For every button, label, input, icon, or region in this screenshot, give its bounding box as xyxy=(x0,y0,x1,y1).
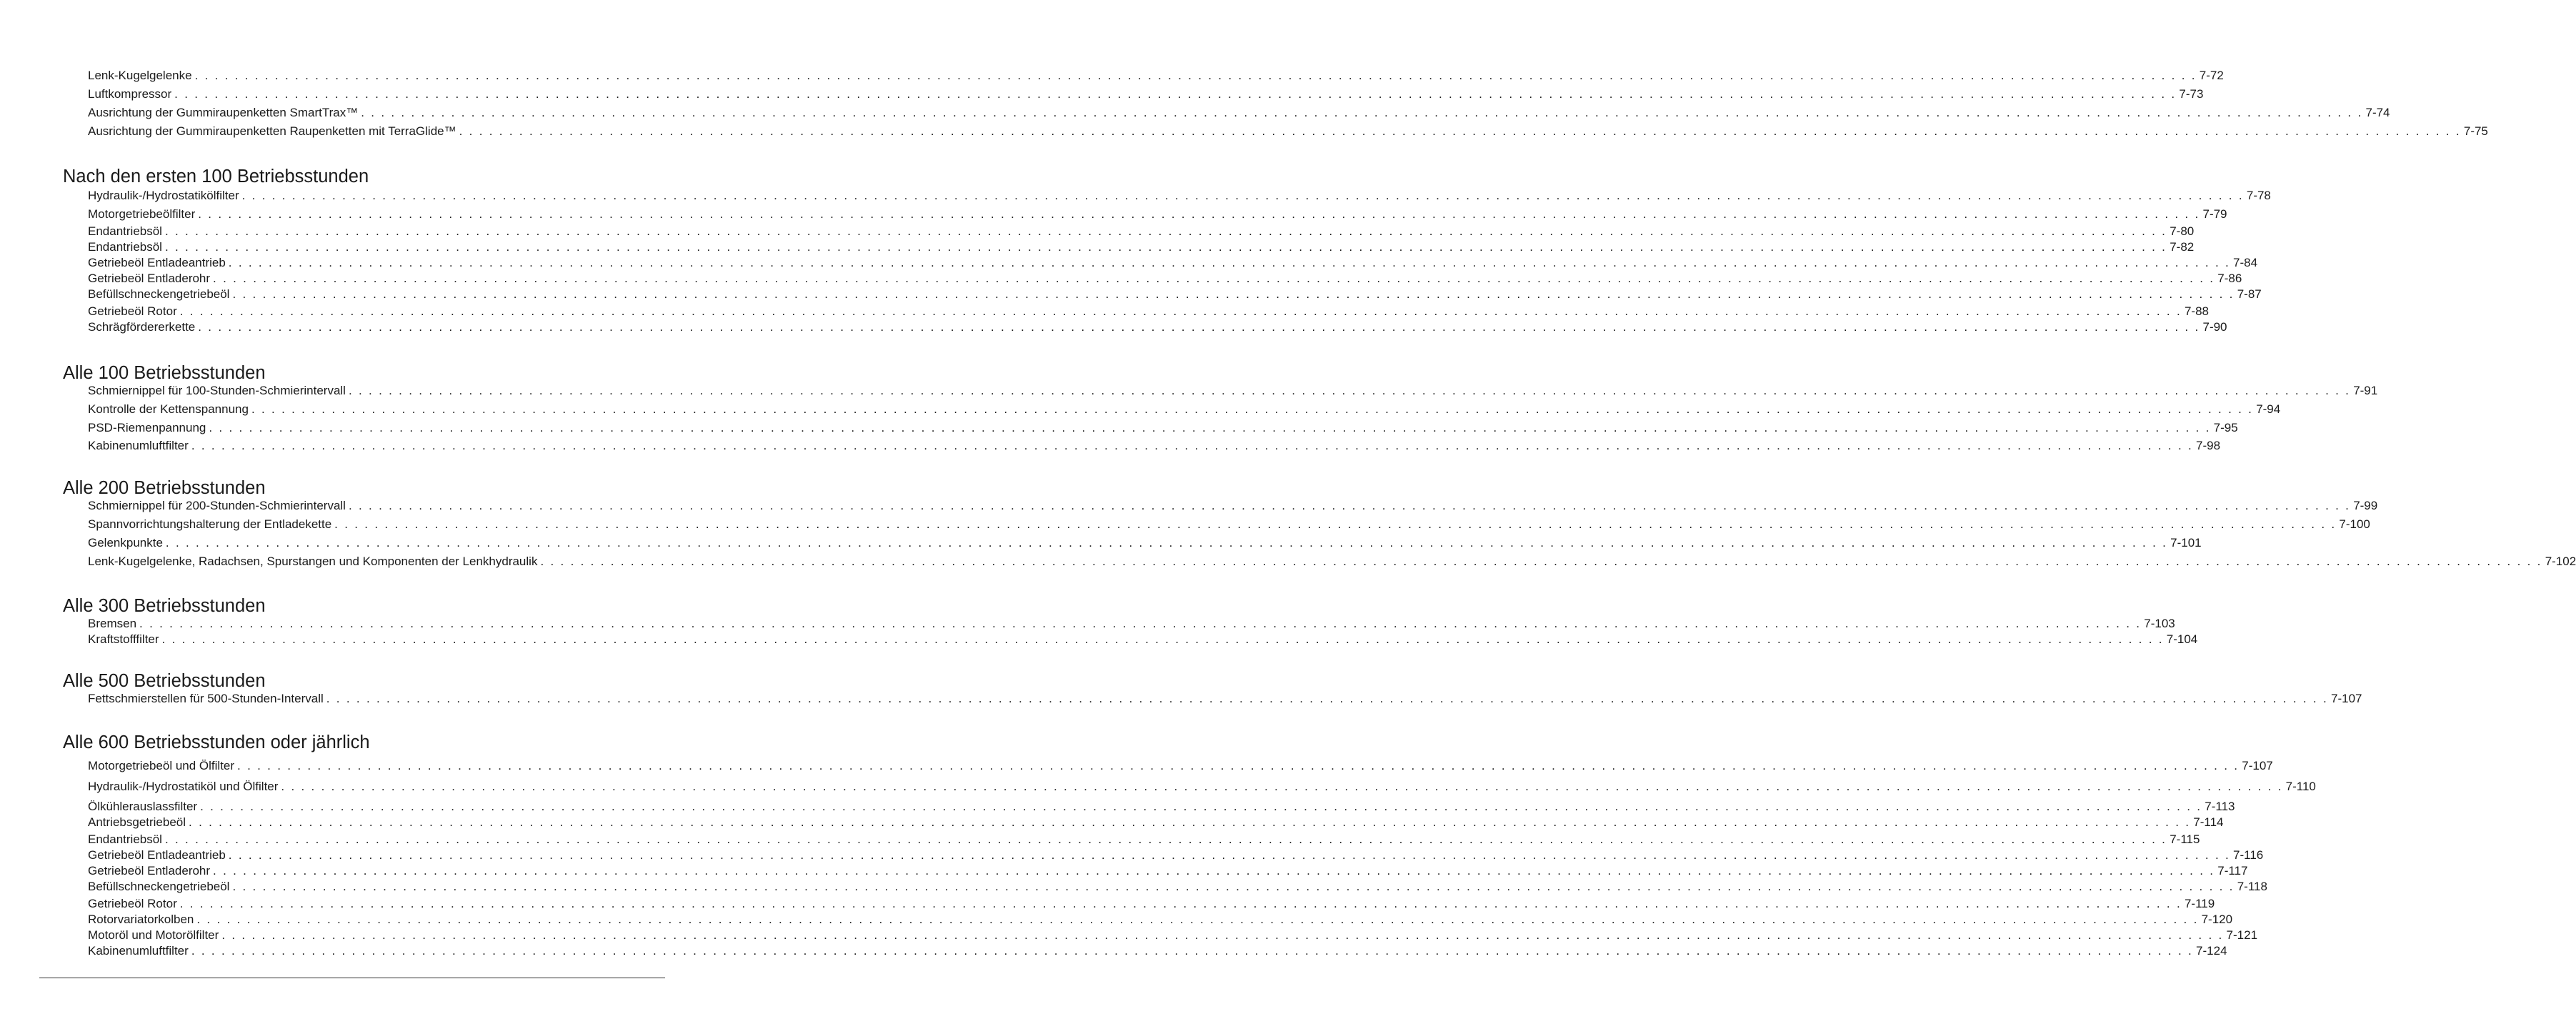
dot-leader: . . . . . . . . . . . . . . . . . . . . . . . . . . . . . . . . . . . . . . . . . . . . . . . . . . . . . . . . . . . . . . . . . . . . . . . . . . . . . . . . . . . . . . . . . . . . . . . . . . . . . . . . . . . . . . . . . . . . . . . . . . . . . . . . . . . . . . . . . . . . . . . . . . . . . . . . . . . . . . . . . . . . . . . . . . . . . . . . . . . . . . . . . . . . . . . . . . . . . . . . xyxy=(232,880,2235,893)
dot-leader: . . . . . . . . . . . . . . . . . . . . . . . . . . . . . . . . . . . . . . . . . . . . . . . . . . . . . . . . . . . . . . . . . . . . . . . . . . . . . . . . . . . . . . . . . . . . . . . . . . . . . . . . . . . . . . . . . . . . . . . . . . . . . . . . . . . . . . . . . . . . . . . . . . . . . . . . . . . . . . . . . . . . . . . . . . . . . . . . . . . . . . . . . . . . . . . . . . . . . . . . xyxy=(241,189,2244,202)
toc-entry-label: Spannvorrichtungshalterung der Entladekette xyxy=(88,517,332,531)
toc-entry[interactable] xyxy=(88,187,2271,203)
toc-entry-label: Kabinenumluftfilter xyxy=(88,439,189,452)
toc-entry[interactable] xyxy=(88,847,2264,863)
dot-leader: . . . . . . . . . . . . . . . . . . . . . . . . . . . . . . . . . . . . . . . . . . . . . . . . . . . . . . . . . . . . . . . . . . . . . . . . . . . . . . . . . . . . . . . . . . . . . . . . . . . . . . . . . . . . . . . . . . . . . . . . . . . . . . . . . . . . . . . . . . . . . . . . . . . . . . . . . . . . . . . . . . . . . . . . . . . . . . . . . . . . . . . . . . . . . . . . . . . . . . . . xyxy=(191,439,2194,452)
toc-entry[interactable] xyxy=(88,319,2227,334)
toc-entry[interactable] xyxy=(88,123,2488,139)
toc-entry-label: Ölkühlerauslassfilter xyxy=(88,800,198,813)
section-heading-alle-300-betriebsstunden: Alle 300 Betriebsstunden xyxy=(63,596,266,616)
toc-entry-page-number: 7-124 xyxy=(2196,944,2227,958)
dot-leader: . . . . . . . . . . . . . . . . . . . . . . . . . . . . . . . . . . . . . . . . . . . . . . . . . . . . . . . . . . . . . . . . . . . . . . . . . . . . . . . . . . . . . . . . . . . . . . . . . . . . . . . . . . . . . . . . . . . . . . . . . . . . . . . . . . . . . . . . . . . . . . . . . . . . . . . . . . . . . . . . . . . . . . . . . . . . . . . . . . . . . . . . . . . . . . . . . . . . . . . . xyxy=(251,402,2254,416)
dot-leader: . . . . . . . . . . . . . . . . . . . . . . . . . . . . . . . . . . . . . . . . . . . . . . . . . . . . . . . . . . . . . . . . . . . . . . . . . . . . . . . . . . . . . . . . . . . . . . . . . . . . . . . . . . . . . . . . . . . . . . . . . . . . . . . . . . . . . . . . . . . . . . . . . . . . . . . . . . . . . . . . . . . . . . . . . . . . . . . . . . . . . . . . . . . . . . . . . . . . . . . . xyxy=(161,632,2164,646)
toc-entry-page-number: 7-94 xyxy=(2256,402,2281,416)
toc-entry-page-number: 7-117 xyxy=(2217,864,2248,878)
toc-entry[interactable] xyxy=(88,927,2258,943)
toc-entry[interactable] xyxy=(88,863,2248,878)
toc-entry-label: Antriebsgetriebeöl xyxy=(88,815,186,829)
dot-leader: . . . . . . . . . . . . . . . . . . . . . . . . . . . . . . . . . . . . . . . . . . . . . . . . . . . . . . . . . . . . . . . . . . . . . . . . . . . . . . . . . . . . . . . . . . . . . . . . . . . . . . . . . . . . . . . . . . . . . . . . . . . . . . . . . . . . . . . . . . . . . . . . . . . . . . . . . . . . . . . . . . . . . . . . . . . . . . . . . . . . . . . . . . . . . . . . . . . . . . . . xyxy=(165,536,2168,550)
toc-entry[interactable] xyxy=(88,419,2238,435)
toc-entry-label: Endantriebsöl xyxy=(88,224,162,238)
dot-leader: . . . . . . . . . . . . . . . . . . . . . . . . . . . . . . . . . . . . . . . . . . . . . . . . . . . . . . . . . . . . . . . . . . . . . . . . . . . . . . . . . . . . . . . . . . . . . . . . . . . . . . . . . . . . . . . . . . . . . . . . . . . . . . . . . . . . . . . . . . . . . . . . . . . . . . . . . . . . . . . . . . . . . . . . . . . . . . . . . . . . . . . . . . . . . . . . . . . . . . . . xyxy=(213,272,2215,285)
toc-entry-label: Befüllschneckengetriebeöl xyxy=(88,880,230,893)
toc-entry-page-number: 7-79 xyxy=(2202,207,2227,221)
toc-entry-label: Schmiernippel für 200-Stunden-Schmierintervall xyxy=(88,499,346,512)
toc-entry-page-number: 7-107 xyxy=(2331,692,2362,705)
dot-leader: . . . . . . . . . . . . . . . . . . . . . . . . . . . . . . . . . . . . . . . . . . . . . . . . . . . . . . . . . . . . . . . . . . . . . . . . . . . . . . . . . . . . . . . . . . . . . . . . . . . . . . . . . . . . . . . . . . . . . . . . . . . . . . . . . . . . . . . . . . . . . . . . . . . . . . . . . . . . . . . . . . . . . . . . . . . . . . . . . . . . . . . . . . . . . . . . . . . . . . . . xyxy=(228,256,2231,269)
toc-entry-page-number: 7-100 xyxy=(2339,517,2370,531)
toc-entry[interactable] xyxy=(88,895,2215,911)
dot-leader: . . . . . . . . . . . . . . . . . . . . . . . . . . . . . . . . . . . . . . . . . . . . . . . . . . . . . . . . . . . . . . . . . . . . . . . . . . . . . . . . . . . . . . . . . . . . . . . . . . . . . . . . . . . . . . . . . . . . . . . . . . . . . . . . . . . . . . . . . . . . . . . . . . . . . . . . . . . . . . . . . . . . . . . . . . . . . . . . . . . . . . . . . . . . . . . . . . . . . . . . xyxy=(213,864,2215,878)
toc-entry-page-number: 7-75 xyxy=(2463,124,2488,138)
toc-entry-page-number: 7-101 xyxy=(2170,536,2202,550)
toc-entry-label: Endantriebsöl xyxy=(88,832,162,846)
toc-entry-label: Hydraulik-/Hydrostatikölfilter xyxy=(88,189,239,202)
dot-leader: . . . . . . . . . . . . . . . . . . . . . . . . . . . . . . . . . . . . . . . . . . . . . . . . . . . . . . . . . . . . . . . . . . . . . . . . . . . . . . . . . . . . . . . . . . . . . . . . . . . . . . . . . . . . . . . . . . . . . . . . . . . . . . . . . . . . . . . . . . . . . . . . . . . . . . . . . . . . . . . . . . . . . . . . . . . . . . . . . . . . . . . . . . . . . . . . . . . . . . . . xyxy=(179,897,2182,910)
toc-entry[interactable] xyxy=(88,382,2378,398)
section-heading-alle-200-betriebsstunden: Alle 200 Betriebsstunden xyxy=(63,478,266,498)
toc-entry-page-number: 7-107 xyxy=(2242,759,2273,772)
dot-leader: . . . . . . . . . . . . . . . . . . . . . . . . . . . . . . . . . . . . . . . . . . . . . . . . . . . . . . . . . . . . . . . . . . . . . . . . . . . . . . . . . . . . . . . . . . . . . . . . . . . . . . . . . . . . . . . . . . . . . . . . . . . . . . . . . . . . . . . . . . . . . . . . . . . . . . . . . . . . . . . . . . . . . . . . . . . . . . . . . . . . . . . . . . . . . . . . . . . . . . . . xyxy=(200,800,2202,813)
toc-entry-page-number: 7-72 xyxy=(2199,69,2224,82)
dot-leader: . . . . . . . . . . . . . . . . . . . . . . . . . . . . . . . . . . . . . . . . . . . . . . . . . . . . . . . . . . . . . . . . . . . . . . . . . . . . . . . . . . . . . . . . . . . . . . . . . . . . . . . . . . . . . . . . . . . . . . . . . . . . . . . . . . . . . . . . . . . . . . . . . . . . . . . . . . . . . . . . . . . . . . . . . . . . . . . . . . . . . . . . . . . . . . . . . . . . . . . . xyxy=(139,617,2142,630)
toc-entry-label: Getriebeöl Rotor xyxy=(88,897,177,910)
toc-entry[interactable] xyxy=(88,831,2200,847)
dot-leader: . . . . . . . . . . . . . . . . . . . . . . . . . . . . . . . . . . . . . . . . . . . . . . . . . . . . . . . . . . . . . . . . . . . . . . . . . . . . . . . . . . . . . . . . . . . . . . . . . . . . . . . . . . . . . . . . . . . . . . . . . . . . . . . . . . . . . . . . . . . . . . . . . . . . . . . . . . . . . . . . . . . . . . . . . . . . . . . . . . . . . . . . . . . . . . . . . . . . . . . . xyxy=(198,320,2200,334)
toc-entry-label: Rotorvariatorkolben xyxy=(88,913,194,926)
toc-entry[interactable] xyxy=(88,437,2221,453)
toc-entry-label: Getriebeöl Entladeantrieb xyxy=(88,256,226,269)
toc-entry-label: Gelenkpunkte xyxy=(88,536,163,550)
toc-entry-page-number: 7-95 xyxy=(2213,421,2238,434)
toc-entry-page-number: 7-80 xyxy=(2170,224,2195,238)
toc-entry-page-number: 7-98 xyxy=(2196,439,2221,452)
dot-leader: . . . . . . . . . . . . . . . . . . . . . . . . . . . . . . . . . . . . . . . . . . . . . . . . . . . . . . . . . . . . . . . . . . . . . . . . . . . . . . . . . . . . . . . . . . . . . . . . . . . . . . . . . . . . . . . . . . . . . . . . . . . . . . . . . . . . . . . . . . . . . . . . . . . . . . . . . . . . . . . . . . . . . . . . . . . . . . . . . . . . . . . . . . . . . . . . . . . . . . . . xyxy=(221,928,2224,942)
toc-entry-page-number: 7-73 xyxy=(2179,87,2204,101)
toc-entry-page-number: 7-113 xyxy=(2205,800,2235,813)
toc-entry-page-number: 7-78 xyxy=(2246,189,2271,202)
toc-entry[interactable] xyxy=(88,86,2204,101)
section-heading-alle-600-betriebsstunden-oder-jahrlich: Alle 600 Betriebsstunden oder jährlich xyxy=(63,732,370,752)
toc-entry-label: Bremsen xyxy=(88,617,137,630)
toc-entry-label: Lenk-Kugelgelenke xyxy=(88,69,192,82)
toc-entry-page-number: 7-88 xyxy=(2184,304,2209,318)
toc-entry-page-number: 7-116 xyxy=(2233,848,2264,862)
toc-entry[interactable] xyxy=(88,631,2198,647)
toc-entry-page-number: 7-102 xyxy=(2545,555,2576,568)
toc-entry[interactable] xyxy=(88,778,2316,794)
toc-entry-label: Lenk-Kugelgelenke, Radachsen, Spurstangen und Komponenten der Lenkhydraulik xyxy=(88,555,538,568)
dot-leader: . . . . . . . . . . . . . . . . . . . . . . . . . . . . . . . . . . . . . . . . . . . . . . . . . . . . . . . . . . . . . . . . . . . . . . . . . . . . . . . . . . . . . . . . . . . . . . . . . . . . . . . . . . . . . . . . . . . . . . . . . . . . . . . . . . . . . . . . . . . . . . . . . . . . . . . . . . . . . . . . . . . . . . . . . . . . . . . . . . . . . . . . . . . . . . . . . . . . . . . . xyxy=(209,421,2211,434)
toc-entry[interactable] xyxy=(88,206,2227,222)
dot-leader: . . . . . . . . . . . . . . . . . . . . . . . . . . . . . . . . . . . . . . . . . . . . . . . . . . . . . . . . . . . . . . . . . . . . . . . . . . . . . . . . . . . . . . . . . . . . . . . . . . . . . . . . . . . . . . . . . . . . . . . . . . . . . . . . . . . . . . . . . . . . . . . . . . . . . . . . . . . . . . . . . . . . . . . . . . . . . . . . . . . . . . . . . . . . . . . . . . . . . . . . xyxy=(237,759,2240,772)
dot-leader: . . . . . . . . . . . . . . . . . . . . . . . . . . . . . . . . . . . . . . . . . . . . . . . . . . . . . . . . . . . . . . . . . . . . . . . . . . . . . . . . . . . . . . . . . . . . . . . . . . . . . . . . . . . . . . . . . . . . . . . . . . . . . . . . . . . . . . . . . . . . . . . . . . . . . . . . . . . . . . . . . . . . . . . . . . . . . . . . . . . . . . . . . . . . . . . . . . . . . . . . xyxy=(174,87,2177,101)
toc-entry-page-number: 7-118 xyxy=(2237,880,2267,893)
toc-entry[interactable] xyxy=(88,401,2281,417)
toc-entry-label: Luftkompressor xyxy=(88,87,172,101)
toc-entry-label: Fettschmierstellen für 500-Stunden-Intervall xyxy=(88,692,324,705)
dot-leader: . . . . . . . . . . . . . . . . . . . . . . . . . . . . . . . . . . . . . . . . . . . . . . . . . . . . . . . . . . . . . . . . . . . . . . . . . . . . . . . . . . . . . . . . . . . . . . . . . . . . . . . . . . . . . . . . . . . . . . . . . . . . . . . . . . . . . . . . . . . . . . . . . . . . . . . . . . . . . . . . . . . . . . . . . . . . . . . . . . . . . . . . . . . . . . . . . . . . . . . . xyxy=(228,848,2231,862)
section-heading-nach-den-ersten-100-betriebsstunden: Nach den ersten 100 Betriebsstunden xyxy=(63,166,369,187)
dot-leader: . . . . . . . . . . . . . . . . . . . . . . . . . . . . . . . . . . . . . . . . . . . . . . . . . . . . . . . . . . . . . . . . . . . . . . . . . . . . . . . . . . . . . . . . . . . . . . . . . . . . . . . . . . . . . . . . . . . . . . . . . . . . . . . . . . . . . . . . . . . . . . . . . . . . . . . . . . . . . . . . . . . . . . . . . . . . . . . . . . . . . . . . . . . . . . . . . . . . . . . . xyxy=(196,913,2199,926)
toc-entry-page-number: 7-104 xyxy=(2166,632,2198,646)
toc-entry-page-number: 7-91 xyxy=(2353,384,2378,397)
toc-entry-page-number: 7-74 xyxy=(2365,106,2390,119)
dot-leader: . . . . . . . . . . . . . . . . . . . . . . . . . . . . . . . . . . . . . . . . . . . . . . . . . . . . . . . . . . . . . . . . . . . . . . . . . . . . . . . . . . . . . . . . . . . . . . . . . . . . . . . . . . . . . . . . . . . . . . . . . . . . . . . . . . . . . . . . . . . . . . . . . . . . . . . . . . . . . . . . . . . . . . . . . . . . . . . . . . . . . . . . . . . . . . . . . . . . . . . . xyxy=(459,124,2461,138)
toc-entry-page-number: 7-99 xyxy=(2353,499,2378,512)
toc-entry[interactable] xyxy=(88,615,2175,631)
toc-entry[interactable] xyxy=(88,286,2262,302)
toc-entry-page-number: 7-119 xyxy=(2184,897,2215,910)
toc-entry-page-number: 7-86 xyxy=(2217,272,2242,285)
dot-leader: . . . . . . . . . . . . . . . . . . . . . . . . . . . . . . . . . . . . . . . . . . . . . . . . . . . . . . . . . . . . . . . . . . . . . . . . . . . . . . . . . . . . . . . . . . . . . . . . . . . . . . . . . . . . . . . . . . . . . . . . . . . . . . . . . . . . . . . . . . . . . . . . . . . . . . . . . . . . . . . . . . . . . . . . . . . . . . . . . . . . . . . . . . . . . . . . . . . . . . . . xyxy=(348,384,2351,397)
toc-entry-page-number: 7-110 xyxy=(2285,780,2316,793)
toc-entry[interactable] xyxy=(88,239,2195,254)
toc-entry[interactable] xyxy=(88,270,2242,286)
toc-entry[interactable] xyxy=(88,757,2273,773)
toc-entry[interactable] xyxy=(88,497,2378,513)
dot-leader: . . . . . . . . . . . . . . . . . . . . . . . . . . . . . . . . . . . . . . . . . . . . . . . . . . . . . . . . . . . . . . . . . . . . . . . . . . . . . . . . . . . . . . . . . . . . . . . . . . . . . . . . . . . . . . . . . . . . . . . . . . . . . . . . . . . . . . . . . . . . . . . . . . . . . . . . . . . . . . . . . . . . . . . . . . . . . . . . . . . . . . . . . . . . . . . . . . . . . . . . xyxy=(361,106,2363,119)
dot-leader: . . . . . . . . . . . . . . . . . . . . . . . . . . . . . . . . . . . . . . . . . . . . . . . . . . . . . . . . . . . . . . . . . . . . . . . . . . . . . . . . . . . . . . . . . . . . . . . . . . . . . . . . . . . . . . . . . . . . . . . . . . . . . . . . . . . . . . . . . . . . . . . . . . . . . . . . . . . . . . . . . . . . . . . . . . . . . . . . . . . . . . . . . . . . . . . . . . . . . . . . xyxy=(191,944,2194,958)
section-heading-alle-100-betriebsstunden: Alle 100 Betriebsstunden xyxy=(63,363,266,383)
dot-leader: . . . . . . . . . . . . . . . . . . . . . . . . . . . . . . . . . . . . . . . . . . . . . . . . . . . . . . . . . . . . . . . . . . . . . . . . . . . . . . . . . . . . . . . . . . . . . . . . . . . . . . . . . . . . . . . . . . . . . . . . . . . . . . . . . . . . . . . . . . . . . . . . . . . . . . . . . . . . . . . . . . . . . . . . . . . . . . . . . . . . . . . . . . . . . . . . . . . . . . . . xyxy=(281,780,2283,793)
toc-entry-label: Ausrichtung der Gummiraupenketten Raupenketten mit TerraGlide™ xyxy=(88,124,456,138)
toc-entry-label: Schmiernippel für 100-Stunden-Schmierintervall xyxy=(88,384,346,397)
toc-entry-label: Kraftstofffilter xyxy=(88,632,159,646)
toc-entry-label: Kontrolle der Kettenspannung xyxy=(88,402,249,416)
toc-entry-label: Motorgetriebeölfilter xyxy=(88,207,196,221)
toc-entry[interactable] xyxy=(88,303,2209,319)
dot-leader: . . . . . . . . . . . . . . . . . . . . . . . . . . . . . . . . . . . . . . . . . . . . . . . . . . . . . . . . . . . . . . . . . . . . . . . . . . . . . . . . . . . . . . . . . . . . . . . . . . . . . . . . . . . . . . . . . . . . . . . . . . . . . . . . . . . . . . . . . . . . . . . . . . . . . . . . . . . . . . . . . . . . . . . . . . . . . . . . . . . . . . . . . . . . . . . . . . . . . . . . xyxy=(179,304,2182,318)
dot-leader: . . . . . . . . . . . . . . . . . . . . . . . . . . . . . . . . . . . . . . . . . . . . . . . . . . . . . . . . . . . . . . . . . . . . . . . . . . . . . . . . . . . . . . . . . . . . . . . . . . . . . . . . . . . . . . . . . . . . . . . . . . . . . . . . . . . . . . . . . . . . . . . . . . . . . . . . . . . . . . . . . . . . . . . . . . . . . . . . . . . . . . . . . . . . . . . . . . . . . . . . xyxy=(164,224,2167,238)
toc-entry-label: Ausrichtung der Gummiraupenketten SmartTrax™ xyxy=(88,106,359,119)
dot-leader: . . . . . . . . . . . . . . . . . . . . . . . . . . . . . . . . . . . . . . . . . . . . . . . . . . . . . . . . . . . . . . . . . . . . . . . . . . . . . . . . . . . . . . . . . . . . . . . . . . . . . . . . . . . . . . . . . . . . . . . . . . . . . . . . . . . . . . . . . . . . . . . . . . . . . . . . . . . . . . . . . . . . . . . . . . . . . . . . . . . . . . . . . . . . . . . . . . . . . . . . xyxy=(334,517,2337,531)
toc-entry-page-number: 7-103 xyxy=(2144,617,2175,630)
dot-leader: . . . . . . . . . . . . . . . . . . . . . . . . . . . . . . . . . . . . . . . . . . . . . . . . . . . . . . . . . . . . . . . . . . . . . . . . . . . . . . . . . . . . . . . . . . . . . . . . . . . . . . . . . . . . . . . . . . . . . . . . . . . . . . . . . . . . . . . . . . . . . . . . . . . . . . . . . . . . . . . . . . . . . . . . . . . . . . . . . . . . . . . . . . . . . . . . . . . . . . . . xyxy=(164,240,2167,254)
toc-entry-label: PSD-Riemenpannung xyxy=(88,421,206,434)
dot-leader: . . . . . . . . . . . . . . . . . . . . . . . . . . . . . . . . . . . . . . . . . . . . . . . . . . . . . . . . . . . . . . . . . . . . . . . . . . . . . . . . . . . . . . . . . . . . . . . . . . . . . . . . . . . . . . . . . . . . . . . . . . . . . . . . . . . . . . . . . . . . . . . . . . . . . . . . . . . . . . . . . . . . . . . . . . . . . . . . . . . . . . . . . . . . . . . . . . . . . . . . xyxy=(232,287,2235,301)
toc-entry[interactable] xyxy=(88,798,2235,814)
dot-leader: . . . . . . . . . . . . . . . . . . . . . . . . . . . . . . . . . . . . . . . . . . . . . . . . . . . . . . . . . . . . . . . . . . . . . . . . . . . . . . . . . . . . . . . . . . . . . . . . . . . . . . . . . . . . . . . . . . . . . . . . . . . . . . . . . . . . . . . . . . . . . . . . . . . . . . . . . . . . . . . . . . . . . . . . . . . . . . . . . . . . . . . . . . . . . . . . . . . . . . . . xyxy=(326,692,2328,705)
toc-entry[interactable] xyxy=(88,943,2227,958)
dot-leader: . . . . . . . . . . . . . . . . . . . . . . . . . . . . . . . . . . . . . . . . . . . . . . . . . . . . . . . . . . . . . . . . . . . . . . . . . . . . . . . . . . . . . . . . . . . . . . . . . . . . . . . . . . . . . . . . . . . . . . . . . . . . . . . . . . . . . . . . . . . . . . . . . . . . . . . . . . . . . . . . . . . . . . . . . . . . . . . . . . . . . . . . . . . . . . . . . . . . . . . . xyxy=(540,555,2542,568)
toc-entry-page-number: 7-115 xyxy=(2170,832,2200,846)
toc-entry-page-number: 7-82 xyxy=(2170,240,2195,254)
toc-entry[interactable] xyxy=(88,516,2370,532)
toc-entry-label: Kabinenumluftfilter xyxy=(88,944,189,958)
dot-leader: . . . . . . . . . . . . . . . . . . . . . . . . . . . . . . . . . . . . . . . . . . . . . . . . . . . . . . . . . . . . . . . . . . . . . . . . . . . . . . . . . . . . . . . . . . . . . . . . . . . . . . . . . . . . . . . . . . . . . . . . . . . . . . . . . . . . . . . . . . . . . . . . . . . . . . . . . . . . . . . . . . . . . . . . . . . . . . . . . . . . . . . . . . . . . . . . . . . . . . . . xyxy=(194,69,2197,82)
toc-entry[interactable] xyxy=(88,814,2224,830)
toc-entry-label: Motoröl und Motorölfilter xyxy=(88,928,219,942)
toc-entry-page-number: 7-84 xyxy=(2233,256,2258,269)
dot-leader: . . . . . . . . . . . . . . . . . . . . . . . . . . . . . . . . . . . . . . . . . . . . . . . . . . . . . . . . . . . . . . . . . . . . . . . . . . . . . . . . . . . . . . . . . . . . . . . . . . . . . . . . . . . . . . . . . . . . . . . . . . . . . . . . . . . . . . . . . . . . . . . . . . . . . . . . . . . . . . . . . . . . . . . . . . . . . . . . . . . . . . . . . . . . . . . . . . . . . . . . xyxy=(348,499,2351,512)
toc-entry-label: Getriebeöl Entladerohr xyxy=(88,864,211,878)
toc-entry[interactable] xyxy=(88,223,2195,239)
dot-leader: . . . . . . . . . . . . . . . . . . . . . . . . . . . . . . . . . . . . . . . . . . . . . . . . . . . . . . . . . . . . . . . . . . . . . . . . . . . . . . . . . . . . . . . . . . . . . . . . . . . . . . . . . . . . . . . . . . . . . . . . . . . . . . . . . . . . . . . . . . . . . . . . . . . . . . . . . . . . . . . . . . . . . . . . . . . . . . . . . . . . . . . . . . . . . . . . . . . . . . . . xyxy=(164,832,2167,846)
toc-entry[interactable] xyxy=(88,911,2233,927)
toc-entry[interactable] xyxy=(88,553,2576,569)
toc-entry[interactable] xyxy=(88,254,2258,270)
toc-entry-label: Hydraulik-/Hydrostatiköl und Ölfilter xyxy=(88,780,279,793)
toc-entry[interactable] xyxy=(88,878,2267,894)
toc-entry[interactable] xyxy=(88,104,2390,120)
toc-entry[interactable] xyxy=(88,690,2362,706)
toc-entry[interactable] xyxy=(88,535,2202,550)
toc-entry[interactable] xyxy=(88,67,2224,83)
toc-entry-label: Getriebeöl Rotor xyxy=(88,304,177,318)
dot-leader: . . . . . . . . . . . . . . . . . . . . . . . . . . . . . . . . . . . . . . . . . . . . . . . . . . . . . . . . . . . . . . . . . . . . . . . . . . . . . . . . . . . . . . . . . . . . . . . . . . . . . . . . . . . . . . . . . . . . . . . . . . . . . . . . . . . . . . . . . . . . . . . . . . . . . . . . . . . . . . . . . . . . . . . . . . . . . . . . . . . . . . . . . . . . . . . . . . . . . . . . xyxy=(198,207,2200,221)
toc-entry-label: Getriebeöl Entladerohr xyxy=(88,272,211,285)
section-heading-alle-500-betriebsstunden: Alle 500 Betriebsstunden xyxy=(63,671,266,691)
toc-entry-label: Endantriebsöl xyxy=(88,240,162,254)
toc-entry-page-number: 7-87 xyxy=(2237,287,2262,301)
dot-leader: . . . . . . . . . . . . . . . . . . . . . . . . . . . . . . . . . . . . . . . . . . . . . . . . . . . . . . . . . . . . . . . . . . . . . . . . . . . . . . . . . . . . . . . . . . . . . . . . . . . . . . . . . . . . . . . . . . . . . . . . . . . . . . . . . . . . . . . . . . . . . . . . . . . . . . . . . . . . . . . . . . . . . . . . . . . . . . . . . . . . . . . . . . . . . . . . . . . . . . . . xyxy=(189,815,2191,829)
toc-entry-label: Schrägfördererkette xyxy=(88,320,196,334)
toc-entry-page-number: 7-114 xyxy=(2193,815,2224,829)
toc-entry-page-number: 7-90 xyxy=(2202,320,2227,334)
toc-entry-label: Befüllschneckengetriebeöl xyxy=(88,287,230,301)
toc-entry-label: Motorgetriebeöl und Ölfilter xyxy=(88,759,235,772)
toc-entry-page-number: 7-121 xyxy=(2226,928,2258,942)
toc-entry-page-number: 7-120 xyxy=(2201,913,2233,926)
toc-entry-label: Getriebeöl Entladeantrieb xyxy=(88,848,226,862)
